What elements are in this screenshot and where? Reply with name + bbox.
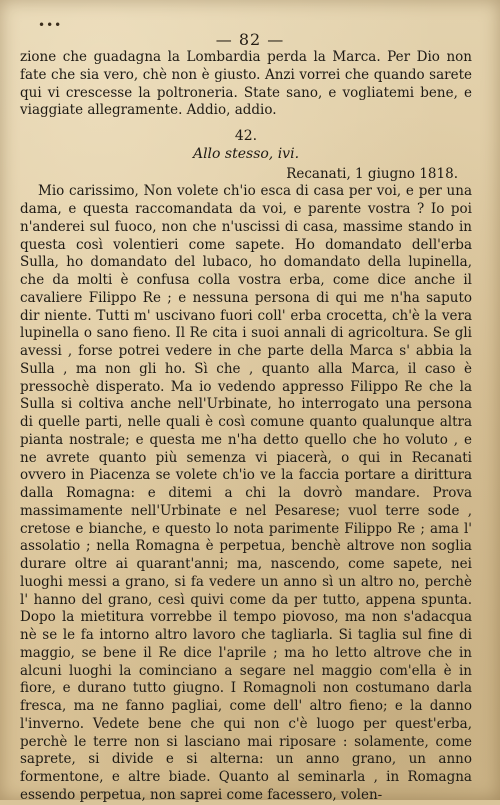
letter-place-date: Recanati, 1 giugno 1818.: [286, 165, 458, 182]
printer-mark: •••: [38, 18, 63, 32]
letter-heading: Allo stesso, ivi.: [192, 145, 300, 162]
letter-body: Mio carissimo, Non volete ch'io esca di casa per voi, e per una dama, e questa raccomandata da voi, e parente vostra ? Io poi n'anderei sul fuoco, non che n'uscissi di casa, massime stando in questa così volentieri come sapete. Ho domandato dell'erba Sulla, ho domandato del lubaco, ho domandato della lupinella, che da molti è confusa colla vostra erba, come dice anche il cavaliere Filippo Re ; e nessuna persona di qui me n'ha saputo dir niente. Tutti m' uscivano fuori coll' erba crocetta, ch'è la vera lupinella o sano fieno. Il Re cita i suoi annali di agricoltura. Se gli avessi , forse potrei vedere in che parte della Marca s' abbia la Sulla , ma non gli ho. Sì che , quanto alla Marca, il caso è pressochè disperato. Ma io vedendo appresso Filippo Re che la Sulla si coltiva anche nell'Urbinate, ho interrogato una persona di quelle parti, nelle quali è così comune quanto qualunque altra pianta nostrale; e questa me n'ha detto quello che ho voluto , e ne avrete quanto più semenza vi piacerà, o qui in Recanati ovvero in Piacenza se volete ch'io ve la faccia portare a dirittura dalla Romagna: e ditemi a chi la dovrò mandare. Prova massimamente nell'Urbinate e nel Pesarese; vuol terre sode , cretose e bianche, e questo lo nota parimente Filippo Re ; ama l' assolatio ; nella Romagna è perpetua, benchè altrove non soglia durare oltre ai quarant'anni; ma, nascendo, come sapete, nei luoghi messi a grano, si fa vedere un anno sì un altro no, perchè l' hanno del grano, cesì quivi come da per tutto, appena spunta. Dopo la mietitura vorrebbe il tempo piovoso, ma non s'adacqua nè se le fa intorno altro lavoro che tagliarla. Si taglia sul fine di maggio, se bene il Re dice l'aprile ; ma ho letto altrove che in alcuni luoghi la cominciano a segare nel maggio com'ella è in fiore, e durano tutto giugno. I Romagnoli non costumano darla fresca, ma ne fanno pagliai, come dell' altro fieno; e la danno l'inverno. Vedete bene che qui non c'è luogo per quest'erba, perchè le terre non si lasciano mai riposare : solamente, come saprete, si divide e si alterna: un anno grano, un anno formentone, e altre biade. Quanto al seminarla , in Romagna essendo perpetua, non saprei come facessero, volen-: [20, 183, 472, 803]
previous-letter-ending: zione che guadagna la Lombardia perda la Marca. Per Dio non fate che sia vero, chè non è giusto. Anzi vorrei che quando sarete qui vi crescesse la poltroneria. State sano, e vogliatemi bene, e viaggiate allegramente. Addio, addio.: [20, 49, 472, 119]
page-body: [20, 49, 472, 805]
page-number: — 82 —: [215, 30, 285, 49]
letter-number: 42.: [234, 128, 258, 144]
